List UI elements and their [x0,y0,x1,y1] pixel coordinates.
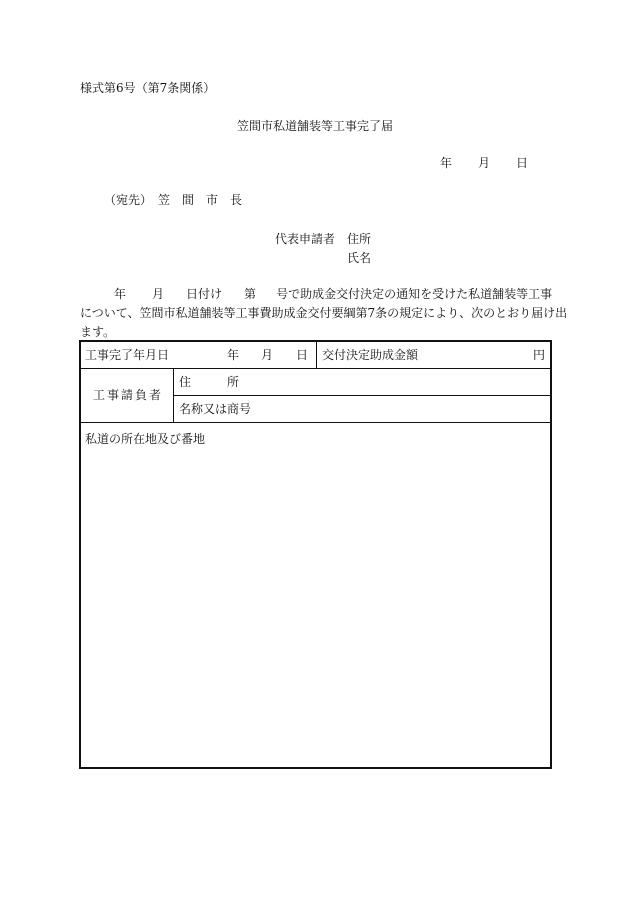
addressee [104,192,242,208]
col-divider-top [316,342,317,368]
row-divider-2 [173,395,550,396]
yen-label: 円 [533,348,546,362]
col-divider-contractor [173,368,174,422]
addressee-name: 笠 間 市 長 [158,193,243,207]
applicant-role-label: 代表申請者 [275,232,336,246]
row-divider-1 [81,368,550,369]
applicant-address-label: 住所 [347,232,372,246]
completion-day-label: 日 [296,348,309,362]
body-line-2: について、笠間市私道舗装等工事費助成金交付要綱第7条の規定により、次のとおり届け出 [80,306,568,320]
applicant-block [275,230,371,268]
date-day-label: 日 [516,156,529,170]
contractor-label: 工事請負者 [93,388,164,402]
completion-year-label: 年 [227,348,240,362]
row-divider-3 [81,422,550,423]
applicant-name-label: 氏名 [347,251,372,265]
grant-amount-label: 交付決定助成金額 [322,348,419,362]
submission-date [440,155,528,171]
completion-form-table [79,340,552,769]
completion-month-label: 月 [261,348,274,362]
document-title: 笠間市私道舗装等工事完了届 [236,119,393,133]
contractor-address-label: 住 所 [179,375,240,389]
body-line-1: 年 月 日付け 第 号で助成金交付決定の通知を受けた私道舗装等工事 [114,287,553,301]
form-number: 様式第6号（第7条関係） [80,81,216,95]
completion-date-label: 工事完了年月日 [85,348,170,362]
body-text [80,285,568,342]
date-year-label: 年 [440,156,453,170]
addressee-prefix: （宛先） [104,193,153,207]
body-line-3: ます。 [80,325,116,339]
date-month-label: 月 [478,156,491,170]
road-location-label: 私道の所在地及び番地 [85,432,206,446]
contractor-name-label: 名称又は商号 [179,402,252,416]
